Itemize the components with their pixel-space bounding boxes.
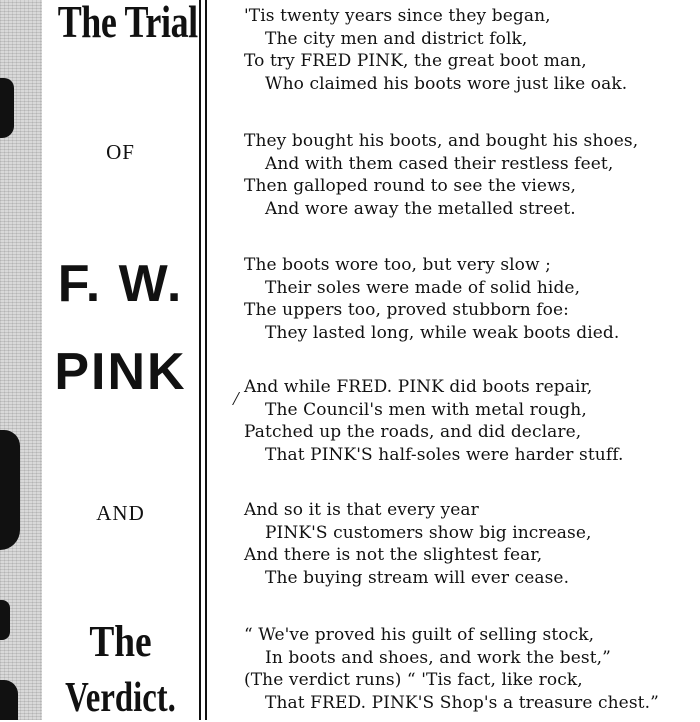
poem-line: That FRED. PINK'S Shop's a treasure chest.”: [265, 692, 659, 713]
poem-line: Their soles were made of solid hide,: [265, 277, 581, 298]
stanza-4: [244, 376, 700, 466]
headline-the: The: [89, 617, 152, 666]
poem-line: 'Tis twenty years since they began,: [244, 6, 551, 26]
stanza-6: [244, 624, 700, 714]
poem-line: And while FRED. PINK did boots repair,: [244, 377, 593, 397]
headline-initials: F. W.: [57, 255, 184, 313]
stanza-5: [244, 499, 700, 589]
stanza-1: [244, 5, 700, 95]
poem-line: That PINK'S half-soles were harder stuff.: [265, 444, 624, 465]
headline-and: AND: [96, 501, 145, 525]
headline-surname: PINK: [54, 343, 187, 401]
poem-line: And so it is that every year: [244, 500, 479, 520]
headline-of: OF: [106, 140, 135, 164]
headline-column: [42, 0, 199, 720]
ink-blot: [0, 78, 14, 138]
poem-line: They lasted long, while weak boots died.: [265, 322, 620, 343]
poem-line: The buying stream will ever cease.: [265, 567, 570, 588]
column-rule: [199, 0, 207, 720]
poem-line: And wore away the metalled street.: [265, 198, 576, 219]
torn-page-edge: [0, 0, 42, 720]
poem-line: Who claimed his boots wore just like oak.: [265, 73, 628, 94]
headline-the-trial: The Trial: [57, 0, 198, 47]
poem-line: They bought his boots, and bought his shoes,: [244, 131, 639, 151]
poem-line: PINK'S customers show big increase,: [265, 522, 592, 543]
margin-mark: /: [233, 388, 239, 410]
poem-line: The uppers too, proved stubborn foe:: [244, 300, 569, 320]
stanza-3: [244, 254, 700, 344]
poem-line: Patched up the roads, and did declare,: [244, 422, 582, 442]
headline-verdict: Verdict.: [65, 675, 176, 721]
poem-line: In boots and shoes, and work the best,”: [265, 647, 611, 668]
poem-line: (The verdict runs) “ 'Tis fact, like rock,: [244, 670, 583, 690]
poem-line: And there is not the slightest fear,: [244, 545, 543, 565]
poem-line: And with them cased their restless feet,: [265, 153, 614, 174]
poem-line: The Council's men with metal rough,: [265, 399, 587, 420]
stanza-2: [244, 130, 700, 220]
ink-blot: [0, 430, 20, 550]
ink-blot: [0, 680, 18, 720]
ink-blot: [0, 600, 10, 640]
poem-line: “ We've proved his guilt of selling stock,: [244, 625, 595, 645]
poem-line: Then galloped round to see the views,: [244, 176, 577, 196]
poem-line: The city men and district folk,: [265, 28, 528, 49]
poem-line: To try FRED PINK, the great boot man,: [244, 51, 587, 71]
poem-line: The boots wore too, but very slow ;: [244, 255, 551, 275]
